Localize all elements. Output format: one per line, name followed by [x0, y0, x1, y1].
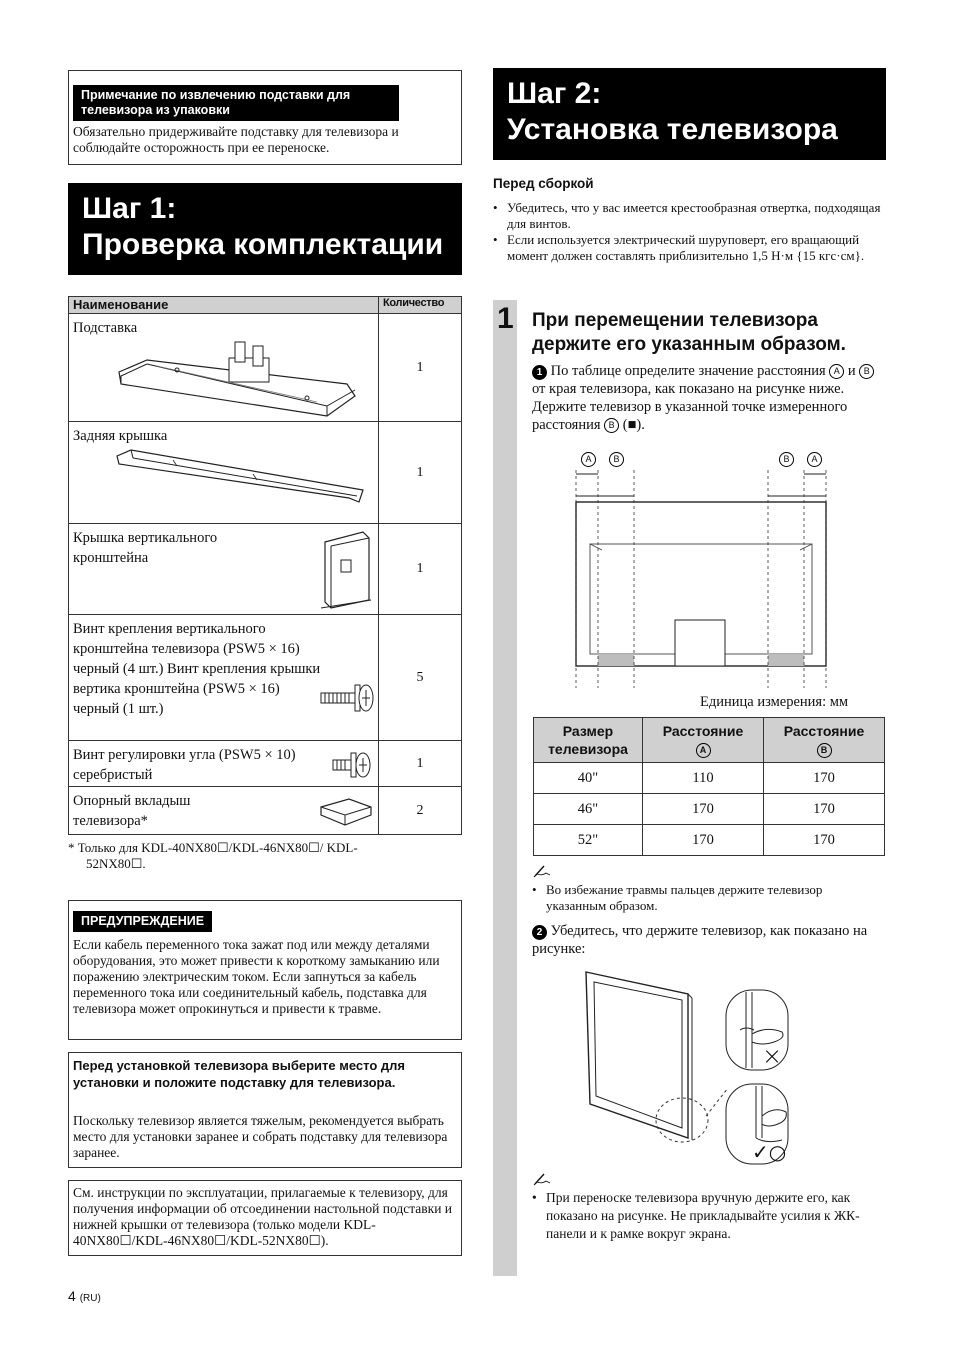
placement-text: Поскольку телевизор является тяжелым, рекомендуется выбрать место для установки заранее и собрать подставку для телевизора заранее.: [73, 1113, 448, 1160]
instruction-heading: При перемещении телевизора держите его указанным образом.: [532, 310, 846, 355]
table-row: [69, 787, 379, 835]
distance-b-mark: B: [779, 452, 794, 467]
note-pencil-icon: [532, 864, 552, 878]
item-qty: 1: [379, 422, 462, 524]
instructions-reference-text: См. инструкции по эксплуатации, прилагаемые к телевизору, для получения информации об отсоединении настольной подставки и нижней крышки от телевизора (только модели KDL-40NX80☐/KDL-46NX80☐/KDL-52NX80☐).: [73, 1185, 453, 1248]
distance-a-mark: A: [581, 452, 596, 467]
distance-a-mark: A: [829, 364, 844, 379]
distance-b-mark: B: [859, 364, 874, 379]
tv-back-outline: [572, 448, 832, 688]
item-name: Опорный вкладыш телевизора*: [73, 793, 191, 829]
list-item: • При переноске телевизора вручную держите его, как показано на рисунке. Не прикладывайте усилия к ЖК-панели и к рамке вокруг экрана.: [532, 1189, 882, 1243]
page-number-value: 4: [68, 1288, 76, 1304]
table-cell: 170: [764, 794, 885, 825]
table-cell: 46": [534, 794, 643, 825]
item-name: Подставка: [73, 320, 138, 336]
substep-2: [532, 922, 884, 958]
item-qty: 1: [379, 741, 462, 787]
substep-1: [532, 362, 887, 434]
before-assembly-heading: Перед сборкой: [493, 176, 594, 191]
warning-text: Если кабель переменного тока зажат под или между деталями оборудования, это может привести к короткому замыканию или поражению электрическим током. Если запнуться за кабель переменного тока или соединительный кабель, подставка для телевизора может опрокинуться и привести к травме.: [73, 937, 440, 1016]
placement-box: [68, 1052, 462, 1168]
contents-table: [68, 296, 462, 835]
substep-marker: 2: [532, 925, 547, 940]
step2-title-line1: Шаг 2:: [507, 77, 602, 110]
note1-list: [532, 882, 884, 914]
step2-header: [493, 68, 886, 160]
support-insert-illustration: [319, 795, 373, 829]
page-language: (RU): [79, 1293, 101, 1304]
instruction-bar: [493, 300, 517, 1276]
warning-box: [68, 900, 462, 1040]
distance-b-mark: B: [817, 743, 832, 758]
substep-text: (■).: [622, 417, 645, 433]
item-name: Винт регулировки угла (PSW5 × 10) серебристый: [73, 747, 296, 783]
distance-a-mark: A: [807, 452, 822, 467]
angle-screw-icon: [331, 749, 373, 781]
distance-b-mark: B: [604, 418, 619, 433]
note-box: [68, 70, 462, 165]
table-row: [534, 825, 885, 856]
placement-title: Перед установкой телевизора выберите место для установки и положите подставку для телевизора.: [73, 1058, 406, 1090]
table-row: [534, 763, 885, 794]
before-assembly-list: [493, 200, 885, 264]
tv-distance-diagram: [572, 448, 832, 688]
table-cell: 170: [764, 825, 885, 856]
step1-title-line2: Проверка комплектации: [82, 228, 444, 261]
instructions-reference-box: [68, 1180, 462, 1256]
list-item: • Во избежание травмы пальцев держите телевизор указанным образом.: [532, 882, 884, 914]
item-qty: 1: [379, 314, 462, 422]
step1-header: [68, 183, 462, 275]
table-row: [69, 524, 379, 615]
stand-illustration: [117, 336, 367, 422]
item-qty: 2: [379, 787, 462, 835]
substep-text: от края телевизора, как показано на рисунке ниже. Держите телевизор в указанной точке измеренного расстояния: [532, 381, 848, 433]
item-name: Винт крепления вертикального кронштейна телевизора (PSW5 × 16) черный (4 шт.) Винт крепления крышки вертика кронштейна (PSW5 × 16) черный (1 шт.): [73, 621, 321, 717]
list-item: • Если используется электрический шуруповерт, его вращающий момент должен составлять приблизительно 1,5 Н·м {15 кгс·см}.: [493, 232, 885, 264]
holding-illustration: [570, 968, 840, 1168]
note-box-text: Обязательно придерживайте подставку для телевизора и соблюдайте осторожность при ее переноске.: [73, 124, 399, 155]
col-header-size: [534, 718, 643, 763]
tv-tilted-illustration: [570, 968, 840, 1168]
item-name: Задняя крышка: [73, 428, 168, 444]
unit-label: Единица измерения: мм: [700, 694, 849, 710]
distance-b-mark: B: [609, 452, 624, 467]
distance-a-mark: A: [696, 743, 711, 758]
table-row: [69, 314, 379, 422]
substep-text: По таблице определите значение расстояния: [550, 363, 826, 379]
table-footnote: * Только для KDL-40NX80☐/KDL-46NX80☐/ KDL-52NX80☐.: [68, 840, 358, 871]
list-item: • Убедитесь, что у вас имеется крестообразная отвертка, подходящая для винтов.: [493, 200, 885, 232]
page-number: [68, 1288, 101, 1304]
distance-table: [533, 717, 885, 856]
table-row: [534, 794, 885, 825]
table-row: [69, 615, 379, 741]
note2-list: [532, 1189, 882, 1243]
warning-title: ПРЕДУПРЕЖДЕНИЕ: [73, 911, 212, 932]
table-cell: 110: [643, 763, 764, 794]
col-header-distance-a: [643, 718, 764, 763]
table-row: [69, 741, 379, 787]
table-cell: 170: [764, 763, 885, 794]
item-name: Крышка вертикального кронштейна: [73, 530, 218, 566]
substep-text: Убедитесь, что держите телевизор, как показано на рисунке:: [532, 923, 868, 957]
wrong-mark: ×: [762, 1042, 783, 1070]
instruction-number: 1: [497, 302, 514, 335]
header-text: Расстояние: [662, 723, 744, 739]
col-header-qty: Количество: [379, 297, 462, 314]
correct-mark: ✓○: [752, 1140, 787, 1164]
item-qty: 5: [379, 615, 462, 741]
item-qty: 1: [379, 524, 462, 615]
step1-title-line1: Шаг 1:: [82, 192, 177, 225]
screw-icon: [319, 679, 375, 719]
substep-text: и: [847, 363, 856, 379]
back-cover-illustration: [113, 446, 368, 506]
bracket-cover-illustration: [317, 528, 373, 612]
col-header-distance-b: [764, 718, 885, 763]
table-cell: 52": [534, 825, 643, 856]
table-row: [69, 422, 379, 524]
step2-title-line2: Установка телевизора: [507, 113, 838, 146]
col-header-name: Наименование: [69, 297, 379, 314]
header-text: Размер телевизора: [548, 723, 628, 757]
note-pencil-icon: [532, 1172, 552, 1186]
table-cell: 40": [534, 763, 643, 794]
table-cell: 170: [643, 825, 764, 856]
substep-marker: 1: [532, 365, 547, 380]
header-text: Расстояние: [783, 723, 865, 739]
note-box-title: Примечание по извлечению подставки для телевизора из упаковки: [73, 85, 399, 121]
table-cell: 170: [643, 794, 764, 825]
